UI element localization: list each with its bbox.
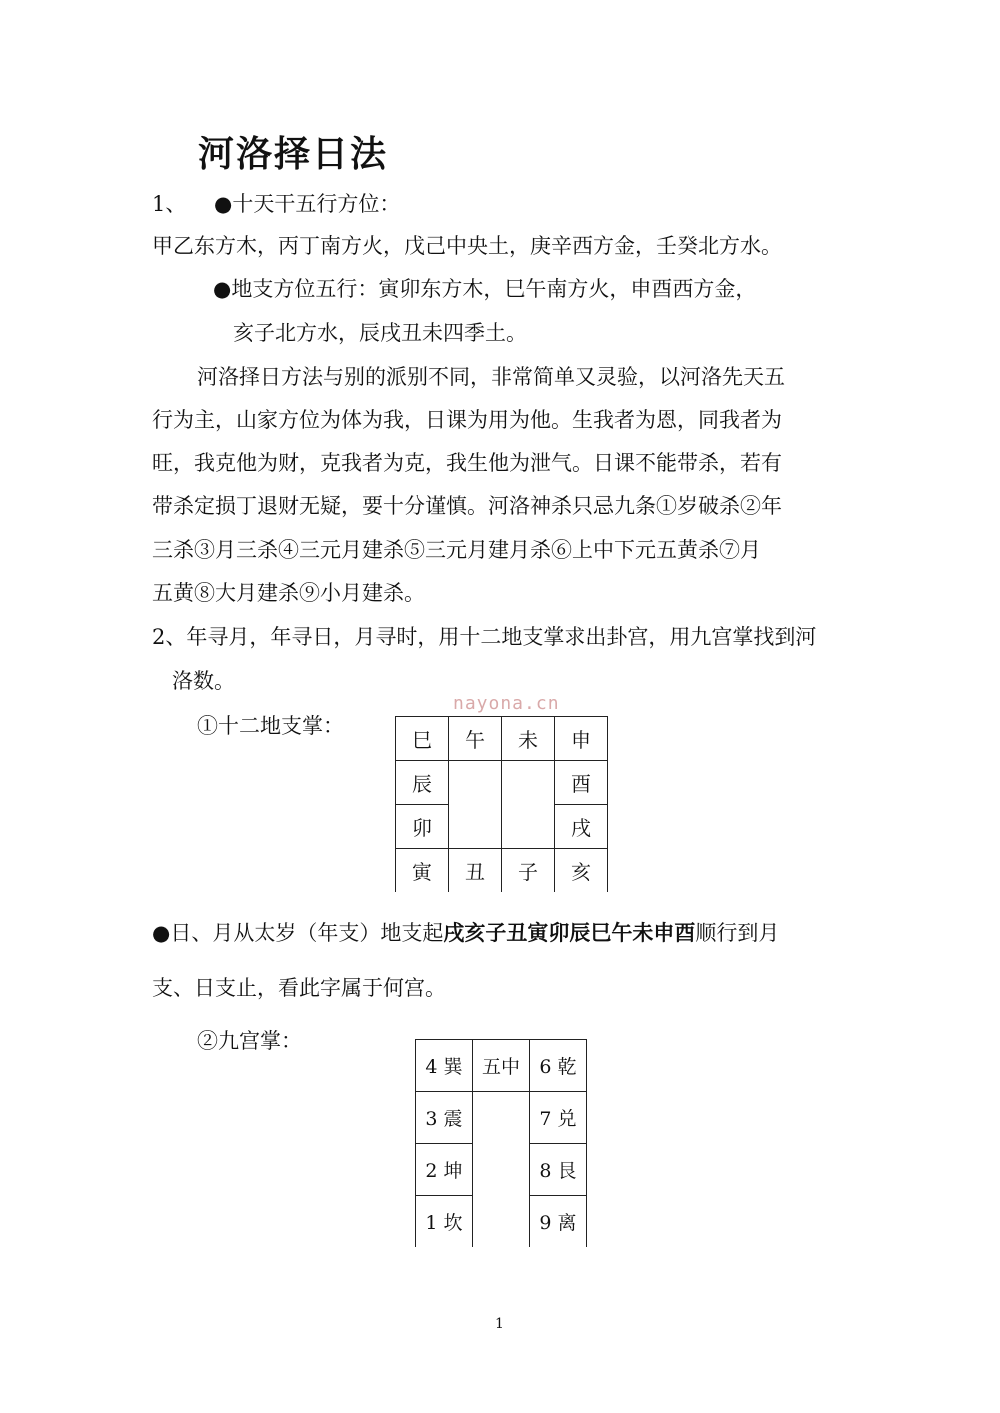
- paragraph-line: 三杀③月三杀④三元月建杀⑤三元月建月杀⑥上中下元五黄杀⑦月: [152, 538, 761, 562]
- nine-cell: 9 离: [530, 1196, 587, 1248]
- page-number: 1: [495, 1316, 504, 1332]
- grid12-cell: 卯: [396, 805, 449, 849]
- grid12-empty-cell: [502, 761, 555, 805]
- paragraph-line: 五黄⑧大月建杀⑨小月建杀。: [152, 581, 425, 605]
- grid12-cell: 辰: [396, 761, 449, 805]
- rule-prefix: ●日、月从太岁（年支）地支起: [152, 921, 444, 945]
- paragraph-line: 带杀定损丁退财无疑，要十分谨慎。河洛神杀只忌九条①岁破杀②年: [152, 494, 782, 518]
- grid12-cell: 午: [449, 717, 502, 761]
- grid12-cell: 酉: [555, 761, 608, 805]
- paragraph-line: 旺，我克他为财，克我者为克，我生他为泄气。日课不能带杀，若有: [152, 451, 782, 475]
- grid12-cell: 寅: [396, 849, 449, 893]
- nine-palace-label: ②九宫掌：: [197, 1029, 302, 1053]
- grid12-cell: 丑: [449, 849, 502, 893]
- page-title: 河洛择日法: [198, 134, 389, 175]
- section1-line2: ●地支方位五行：寅卯东方木，巳午南方火，申酉西方金，: [213, 277, 757, 301]
- grid12-cell: 巳: [396, 717, 449, 761]
- grid12-cell: 亥: [555, 849, 608, 893]
- section1-line3: 亥子北方水，辰戌丑未四季土。: [233, 321, 527, 345]
- section2-line2: 洛数。: [172, 669, 235, 693]
- rule-line2: 支、日支止，看此字属于何宫。: [152, 976, 446, 1000]
- nine-cell: 2 坤: [416, 1144, 473, 1196]
- grid12-empty-cell: [449, 761, 502, 805]
- nine-cell: 五中: [473, 1040, 530, 1092]
- nine-cell: 3 震: [416, 1092, 473, 1144]
- twelve-branch-grid: [395, 716, 608, 892]
- nine-cell: 7 兑: [530, 1092, 587, 1144]
- nine-empty-cell: [473, 1144, 530, 1196]
- watermark: nayona.cn: [453, 693, 560, 714]
- rule-line1: [152, 918, 779, 948]
- grid12-empty-cell: [449, 805, 502, 849]
- nine-cell: 6 乾: [530, 1040, 587, 1092]
- section1-heading: ●十天干五行方位：: [214, 192, 401, 216]
- grid12-label: ①十二地支掌：: [197, 714, 344, 738]
- section2-line1: 2、年寻月，年寻日，月寻时，用十二地支掌求出卦宫，用九宫掌找到河: [152, 625, 817, 649]
- grid12-empty-cell: [502, 805, 555, 849]
- grid12-cell: 申: [555, 717, 608, 761]
- grid12-cell: 戌: [555, 805, 608, 849]
- nine-empty-cell: [473, 1092, 530, 1144]
- nine-cell: 8 艮: [530, 1144, 587, 1196]
- nine-empty-cell: [473, 1196, 530, 1248]
- nine-cell: 1 坎: [416, 1196, 473, 1248]
- nine-palace-grid: [415, 1039, 587, 1247]
- rule-suffix: 顺行到月: [695, 921, 780, 945]
- paragraph-line: 行为主，山家方位为体为我，日课为用为他。生我者为恩，同我者为: [152, 408, 782, 432]
- paragraph-line: 河洛择日方法与别的派别不同，非常简单又灵验，以河洛先天五: [197, 365, 785, 389]
- grid12-cell: 未: [502, 717, 555, 761]
- section1-number: 1、: [152, 192, 187, 216]
- nine-cell: 4 巽: [416, 1040, 473, 1092]
- grid12-cell: 子: [502, 849, 555, 893]
- rule-sequence: 戌亥子丑寅卯辰巳午未申酉: [443, 921, 696, 945]
- section1-line1: 甲乙东方木，丙丁南方火，戊己中央土，庚辛西方金，壬癸北方水。: [152, 234, 782, 258]
